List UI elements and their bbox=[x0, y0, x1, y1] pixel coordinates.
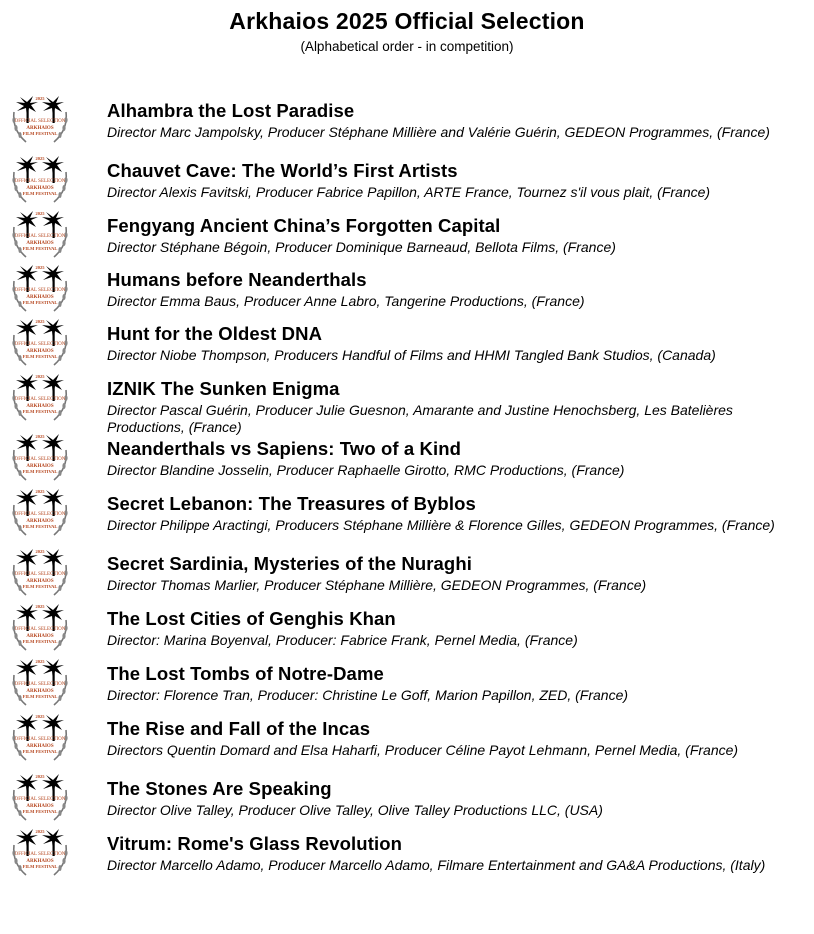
svg-text:ARKHAIOS: ARKHAIOS bbox=[26, 579, 54, 584]
film-title: The Lost Cities of Genghis Khan bbox=[107, 608, 396, 629]
svg-text:2025: 2025 bbox=[35, 374, 45, 379]
film-credits: Director Blandine Josselin, Producer Raphaelle Girotto, RMC Productions, (France) bbox=[107, 462, 625, 478]
official-selection-laurel-icon bbox=[8, 655, 72, 709]
svg-text:OFFICIAL SELECTION: OFFICIAL SELECTION bbox=[14, 288, 66, 293]
svg-text:ARKHAIOS: ARKHAIOS bbox=[26, 464, 54, 469]
svg-text:2025: 2025 bbox=[35, 604, 45, 609]
film-title: IZNIK The Sunken Enigma bbox=[107, 378, 340, 399]
official-selection-laurel-icon bbox=[8, 92, 72, 146]
svg-text:ARKHAIOS: ARKHAIOS bbox=[26, 804, 54, 809]
page-subtitle: (Alphabetical order - in competition) bbox=[300, 39, 514, 54]
official-selection-laurel-icon bbox=[8, 207, 72, 261]
svg-text:OFFICIAL SELECTION: OFFICIAL SELECTION bbox=[14, 397, 66, 402]
film-title: Secret Lebanon: The Treasures of Byblos bbox=[107, 493, 476, 514]
film-credits: Director Marc Jampolsky, Producer Stéphane Millière and Valérie Guérin, GEDEON Programmes, (France) bbox=[107, 124, 770, 140]
film-title: Alhambra the Lost Paradise bbox=[107, 100, 355, 121]
svg-text:2025: 2025 bbox=[35, 96, 45, 101]
svg-text:ARKHAIOS: ARKHAIOS bbox=[26, 349, 54, 354]
svg-text:FILM FESTIVAL: FILM FESTIVAL bbox=[22, 469, 58, 474]
svg-text:2025: 2025 bbox=[35, 319, 45, 324]
official-selection-laurel-icon bbox=[8, 315, 72, 369]
film-credits: Directors Quentin Domard and Elsa Haharfi, Producer Céline Payot Lehmann, Pernel Media, (France) bbox=[107, 742, 739, 758]
svg-text:FILM FESTIVAL: FILM FESTIVAL bbox=[22, 354, 58, 359]
svg-text:FILM FESTIVAL: FILM FESTIVAL bbox=[22, 300, 58, 305]
svg-text:ARKHAIOS: ARKHAIOS bbox=[26, 519, 54, 524]
svg-text:FILM FESTIVAL: FILM FESTIVAL bbox=[22, 524, 58, 529]
svg-text:OFFICIAL SELECTION: OFFICIAL SELECTION bbox=[14, 457, 66, 462]
film-title: The Rise and Fall of the Incas bbox=[107, 718, 371, 739]
official-selection-laurel-icon bbox=[8, 545, 72, 599]
official-selection-laurel-icon bbox=[8, 600, 72, 654]
svg-text:2025: 2025 bbox=[35, 211, 45, 216]
svg-text:ARKHAIOS: ARKHAIOS bbox=[26, 634, 54, 639]
svg-text:ARKHAIOS: ARKHAIOS bbox=[26, 186, 54, 191]
svg-text:FILM FESTIVAL: FILM FESTIVAL bbox=[22, 131, 58, 136]
svg-text:OFFICIAL SELECTION: OFFICIAL SELECTION bbox=[14, 342, 66, 347]
svg-text:OFFICIAL SELECTION: OFFICIAL SELECTION bbox=[14, 797, 66, 802]
film-credits: Director Olive Talley, Producer Olive Talley, Olive Talley Productions LLC, (USA) bbox=[107, 802, 603, 818]
svg-text:FILM FESTIVAL: FILM FESTIVAL bbox=[22, 809, 58, 814]
svg-text:ARKHAIOS: ARKHAIOS bbox=[26, 295, 54, 300]
svg-text:ARKHAIOS: ARKHAIOS bbox=[26, 744, 54, 749]
film-credits: Director Alexis Favitski, Producer Fabrice Papillon, ARTE France, Tournez s'il vous plait, (France) bbox=[107, 184, 711, 200]
svg-text:OFFICIAL SELECTION: OFFICIAL SELECTION bbox=[14, 852, 66, 857]
svg-text:OFFICIAL SELECTION: OFFICIAL SELECTION bbox=[14, 627, 66, 632]
svg-text:ARKHAIOS: ARKHAIOS bbox=[26, 404, 54, 409]
film-title: Humans before Neanderthals bbox=[107, 269, 367, 290]
svg-text:OFFICIAL SELECTION: OFFICIAL SELECTION bbox=[14, 512, 66, 517]
svg-text:FILM FESTIVAL: FILM FESTIVAL bbox=[22, 246, 58, 251]
film-credits: Director Thomas Marlier, Producer Stéphane Millière, GEDEON Programmes, (France) bbox=[107, 577, 647, 593]
svg-text:FILM FESTIVAL: FILM FESTIVAL bbox=[22, 409, 58, 414]
film-credits: Director Marcello Adamo, Producer Marcello Adamo, Filmare Entertainment and GA&A Productions, (Italy) bbox=[107, 857, 766, 873]
official-selection-laurel-icon bbox=[8, 770, 72, 824]
svg-text:OFFICIAL SELECTION: OFFICIAL SELECTION bbox=[14, 119, 66, 124]
film-title: The Lost Tombs of Notre-Dame bbox=[107, 663, 384, 684]
film-title: Chauvet Cave: The World’s First Artists bbox=[107, 160, 458, 181]
svg-text:OFFICIAL SELECTION: OFFICIAL SELECTION bbox=[14, 179, 66, 184]
film-title: Hunt for the Oldest DNA bbox=[107, 323, 323, 344]
film-credits: Director: Marina Boyenval, Producer: Fabrice Frank, Pernel Media, (France) bbox=[107, 632, 578, 648]
svg-text:2025: 2025 bbox=[35, 549, 45, 554]
film-credits: Director Stéphane Bégoin, Producer Dominique Barneaud, Bellota Films, (France) bbox=[107, 239, 616, 255]
film-credits: Director Philippe Aractingi, Producers Stéphane Millière & Florence Gilles, GEDEON Programmes, (France) bbox=[107, 517, 775, 533]
film-title: Vitrum: Rome's Glass Revolution bbox=[107, 833, 402, 854]
film-credits: Director Emma Baus, Producer Anne Labro, Tangerine Productions, (France) bbox=[107, 293, 585, 309]
svg-text:FILM FESTIVAL: FILM FESTIVAL bbox=[22, 639, 58, 644]
svg-text:2025: 2025 bbox=[35, 156, 45, 161]
svg-text:ARKHAIOS: ARKHAIOS bbox=[26, 126, 54, 131]
svg-text:OFFICIAL SELECTION: OFFICIAL SELECTION bbox=[14, 572, 66, 577]
official-selection-laurel-icon bbox=[8, 430, 72, 484]
official-selection-laurel-icon bbox=[8, 261, 72, 315]
svg-text:FILM FESTIVAL: FILM FESTIVAL bbox=[22, 864, 58, 869]
svg-text:2025: 2025 bbox=[35, 434, 45, 439]
film-credits: Director: Florence Tran, Producer: Christine Le Goff, Marion Papillon, ZED, (France) bbox=[107, 687, 629, 703]
svg-text:FILM FESTIVAL: FILM FESTIVAL bbox=[22, 191, 58, 196]
svg-text:FILM FESTIVAL: FILM FESTIVAL bbox=[22, 749, 58, 754]
film-credits: Director Niobe Thompson, Producers Handful of Films and HHMI Tangled Bank Studios, (Canada) bbox=[107, 347, 716, 363]
svg-text:ARKHAIOS: ARKHAIOS bbox=[26, 859, 54, 864]
svg-text:2025: 2025 bbox=[35, 265, 45, 270]
svg-text:ARKHAIOS: ARKHAIOS bbox=[26, 241, 54, 246]
official-selection-laurel-icon bbox=[8, 370, 72, 424]
official-selection-laurel-icon bbox=[8, 825, 72, 879]
svg-text:2025: 2025 bbox=[35, 829, 45, 834]
film-title: Fengyang Ancient China’s Forgotten Capital bbox=[107, 215, 501, 236]
svg-text:FILM FESTIVAL: FILM FESTIVAL bbox=[22, 694, 58, 699]
film-title: Secret Sardinia, Mysteries of the Nuraghi bbox=[107, 553, 472, 574]
official-selection-laurel-icon bbox=[8, 485, 72, 539]
svg-text:OFFICIAL SELECTION: OFFICIAL SELECTION bbox=[14, 737, 66, 742]
svg-text:2025: 2025 bbox=[35, 714, 45, 719]
film-title: Neanderthals vs Sapiens: Two of a Kind bbox=[107, 438, 461, 459]
film-title: The Stones Are Speaking bbox=[107, 778, 332, 799]
svg-text:OFFICIAL SELECTION: OFFICIAL SELECTION bbox=[14, 234, 66, 239]
svg-text:OFFICIAL SELECTION: OFFICIAL SELECTION bbox=[14, 682, 66, 687]
page-title: Arkhaios 2025 Official Selection bbox=[229, 8, 585, 34]
svg-text:2025: 2025 bbox=[35, 774, 45, 779]
svg-text:2025: 2025 bbox=[35, 489, 45, 494]
official-selection-laurel-icon bbox=[8, 152, 72, 206]
svg-text:ARKHAIOS: ARKHAIOS bbox=[26, 689, 54, 694]
svg-text:2025: 2025 bbox=[35, 659, 45, 664]
svg-text:FILM FESTIVAL: FILM FESTIVAL bbox=[22, 584, 58, 589]
official-selection-laurel-icon bbox=[8, 710, 72, 764]
film-credits: Director Pascal Guérin, Producer Julie Guesnon, Amarante and Justine Henochsberg, Les Batelières Productions, (France) bbox=[107, 402, 733, 435]
